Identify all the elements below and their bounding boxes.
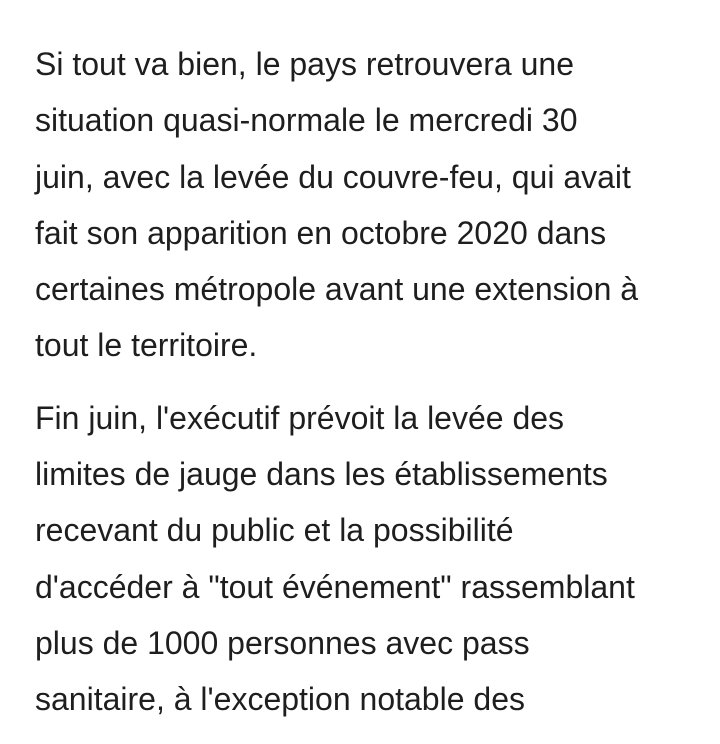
text-line: plus de 1000 personnes avec pass: [35, 624, 530, 661]
article-body: [35, 36, 705, 744]
paragraph-curfew: [35, 36, 705, 374]
text-line: situation quasi-normale le mercredi 30: [35, 102, 578, 139]
text-line: juin, avec la levée du couvre-feu, qui avait: [35, 158, 631, 195]
text-line: Si tout va bien, le pays retrouvera une: [35, 46, 574, 82]
text-line: certaines métropole avant une extension à: [35, 271, 639, 308]
text-line: fait son apparition en octobre 2020 dans: [35, 214, 607, 251]
text-line: tout le territoire.: [35, 327, 258, 364]
text-line: d'accéder à "tout événement" rassemblant: [35, 568, 635, 605]
paragraph-gauge-limits: [35, 390, 705, 728]
text-line: sanitaire, à l'exception notable des: [35, 681, 525, 718]
text-line: recevant du public et la possibilité: [35, 512, 514, 549]
text-line: Fin juin, l'exécutif prévoit la levée des: [35, 399, 565, 436]
text-line: limites de jauge dans les établissements: [35, 456, 608, 493]
